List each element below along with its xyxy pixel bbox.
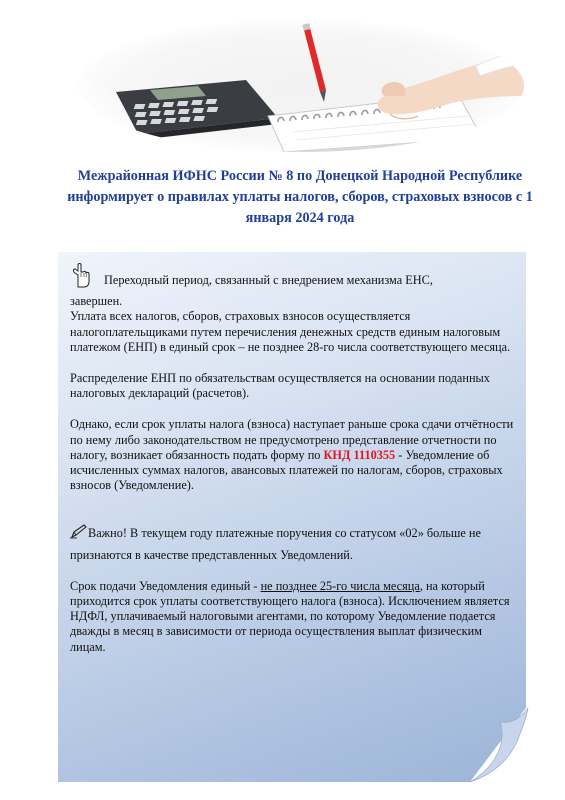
- paragraph-transition: Переходный период, связанный с внедрением механизма ЕНС,: [70, 262, 520, 288]
- deadline-underlined: не позднее 25-го числа месяца: [260, 578, 420, 593]
- page-curl-decoration: [470, 708, 530, 784]
- paragraph-enp-payment: Уплата всех налогов, сборов, страховых взносов осуществляется налогоплательщиками путем перечисления денежных средств единым налоговым платежом (ЕНП) в единый срок – не позднее 28-го числа соответствующего месяца.: [70, 309, 511, 354]
- paragraph-important: Важно! В текущем году платежные поручения со статусом «02» больше не: [70, 523, 520, 541]
- page-title: Межрайонная ИФНС России № 8 по Донецкой Народной Республике информирует о правилах уплаты налогов, сборов, страховых взносов с 1 января 2024 года: [67, 168, 533, 226]
- calculator-notebook-illustration: [78, 20, 524, 152]
- pencil-icon: [70, 523, 88, 539]
- paragraph-important-end: признаются в качестве представленных Уведомлений.: [70, 547, 353, 562]
- paragraph-notification-duty: Однако, если срок уплаты налога (взноса) наступает раньше срока сдачи отчётности по нему либо законодательством не предусмотрено представление отчетности по налогу, возникает обязанность подать форму по КНД 1110355 - Уведомление об исчисленных суммах налогов, авансовых платежей по налогам, сборов, страховых взносов (Уведомление).: [70, 417, 514, 493]
- header-photo: [78, 20, 524, 152]
- paragraph-deadline: Срок подачи Уведомления единый - не позднее 25-го числа месяца, на который приходится срок уплаты соответствующего налога (взноса). Исключением является НДФЛ, уплачиваемый налоговыми агентами, по которому Уведомление подается дважды в месяц в зависимости от периода осуществления выплат физическим лицам.: [70, 578, 510, 654]
- paragraph-distribution: Распределение ЕНП по обязательствам осуществляется на основании поданных налоговых деклараций (расчетов).: [70, 371, 490, 401]
- note-content: [70, 262, 520, 655]
- pointing-hand-icon: [70, 262, 92, 288]
- calculator-icon: [116, 80, 278, 140]
- form-code: КНД 1110355: [323, 447, 396, 462]
- paragraph-transition-end: завершен.: [70, 294, 123, 309]
- red-pen-icon: [302, 23, 326, 102]
